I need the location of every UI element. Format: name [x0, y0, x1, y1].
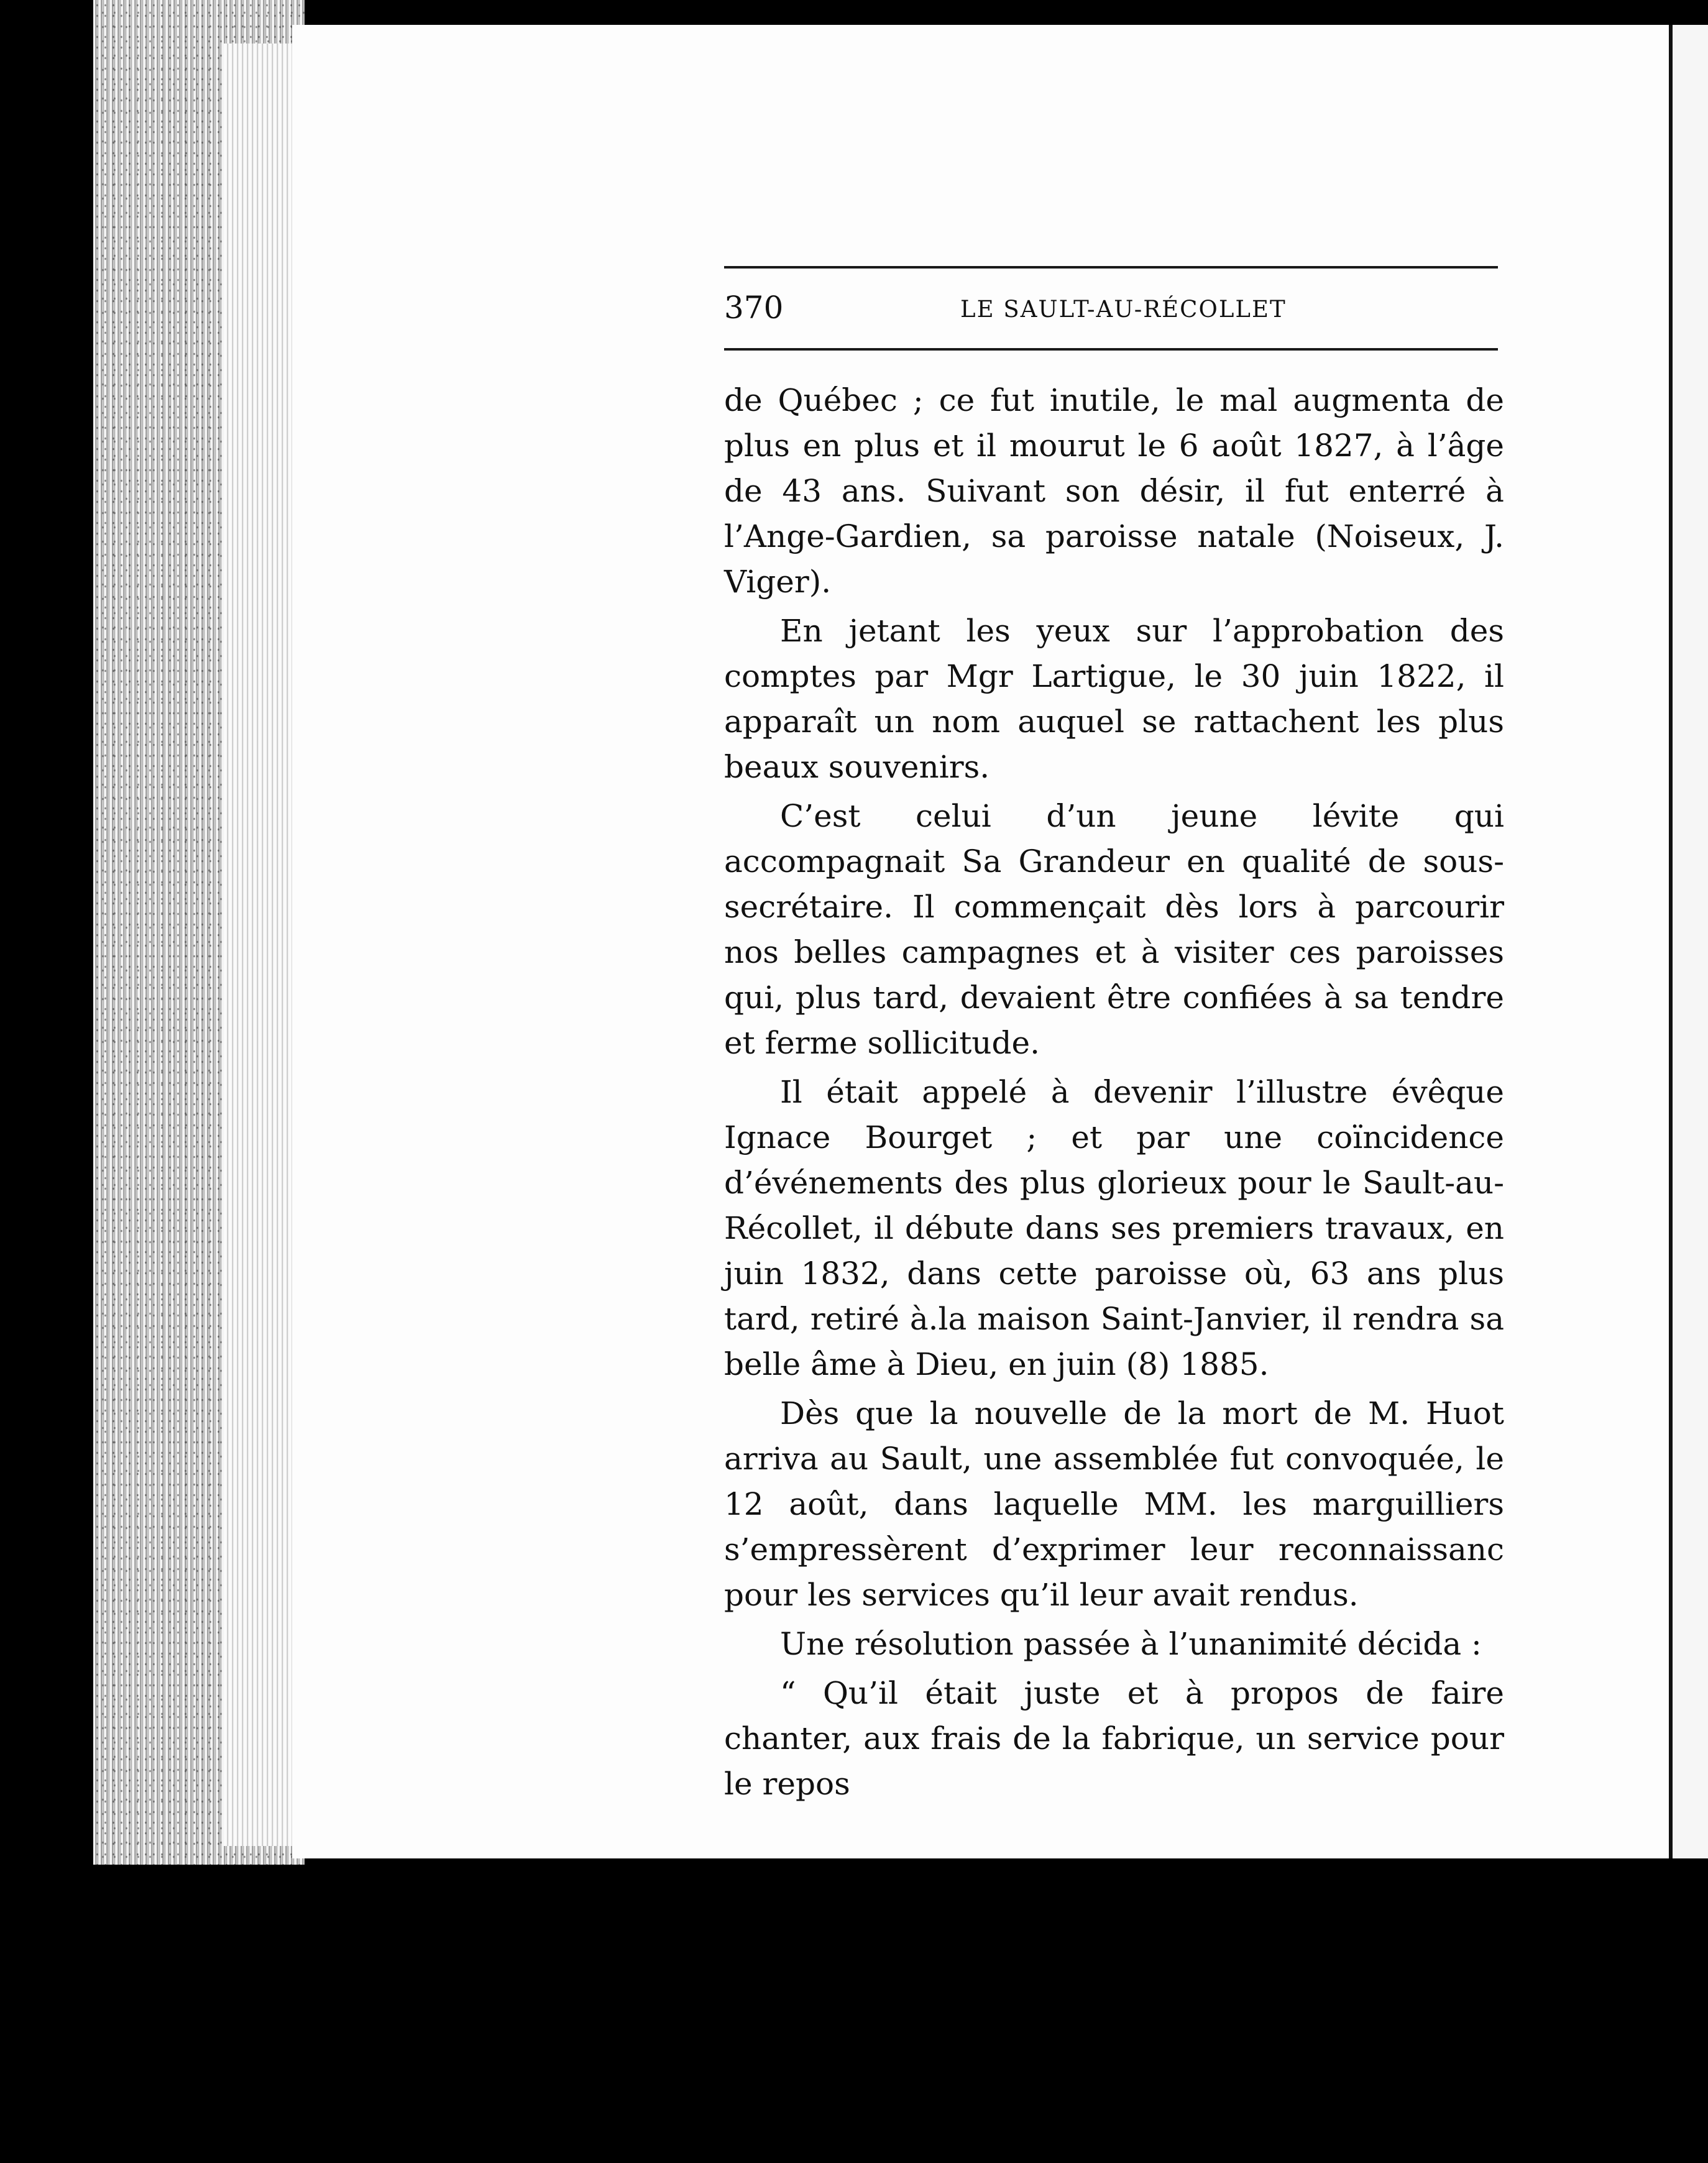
book-page-edges-inner: [224, 44, 298, 1846]
paragraph: En jetant les yeux sur l’approbation des comptes par Mgr Lartigue, le 30 juin 1822, il apparaît un nom auquel se rattachent les plus beaux souvenirs.: [724, 613, 1504, 785]
page-body-text: [724, 378, 1504, 1811]
paragraph: C’est celui d’un jeune lévite qui accompagnait Sa Grandeur en qualité de sous-secrétaire. Il commençait dès lors à parcourir nos belles campagnes et à visiter ces paroisses qui, plus tard, devaient être confiées à sa tendre et ferme sollicitude.: [724, 798, 1504, 1061]
paragraph: Une résolution passée à l’unanimité décida :: [780, 1626, 1482, 1662]
page-number: 370: [724, 290, 784, 326]
page-header: [724, 285, 1498, 341]
paragraph: Dès que la nouvelle de la mort de M. Huot arriva au Sault, une assemblée fut convoquée, le 12 août, dans laquelle MM. les marguilliers s’empressèrent d’exprimer leur reconnaissanc pour les services qu’il leur avait rendus.: [724, 1395, 1504, 1613]
paragraph: Il était appelé à devenir l’illustre évêque Ignace Bourget ; et par une coïncidence d’événements des plus glorieux pour le Sault-au-Récollet, il débute dans ses premiers travaux, en juin 1832, dans cette paroisse où, 63 ans plus tard, retiré à.la maison Saint-Janvier, il rendra sa belle âme à Dieu, en juin (8) 1885.: [724, 1074, 1504, 1382]
paragraph: de Québec ; ce fut inutile, le mal augmenta de plus en plus et il mourut le 6 août 1827, à l’âge de 43 ans. Suivant son désir, il fut enterré à l’Ange-Gardien, sa paroisse natale (Noiseux, J. Viger).: [724, 382, 1504, 600]
header-bottom-rule: [724, 348, 1498, 351]
running-title: LE SAULT-AU-RÉCOLLET: [960, 296, 1287, 323]
facing-page-edge: [1669, 25, 1708, 1858]
paragraph: “ Qu’il était juste et à propos de faire chanter, aux frais de la fabrique, un service pour le repos: [724, 1675, 1504, 1802]
header-top-rule: [724, 266, 1498, 269]
